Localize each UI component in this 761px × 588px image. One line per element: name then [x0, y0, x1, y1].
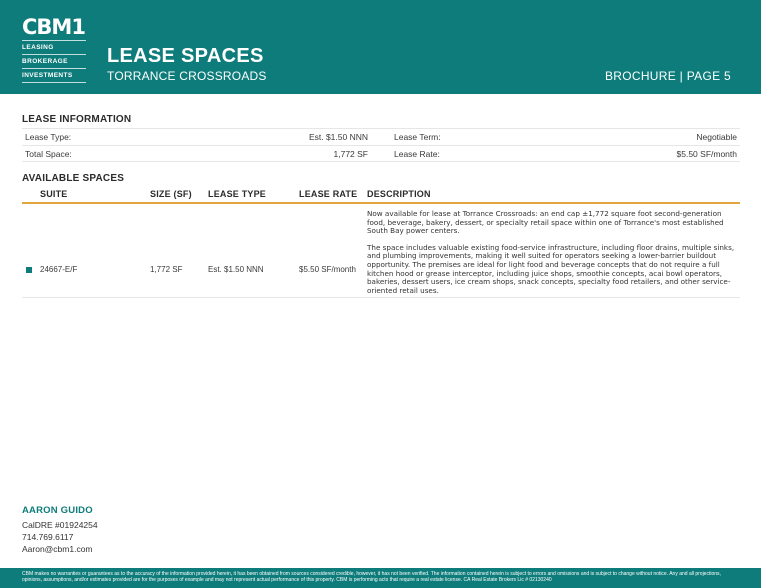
logo-word-leasing: LEASING	[22, 44, 54, 51]
column-suite: SUITE	[40, 189, 68, 199]
lease-rate-cell: $5.50 SF/month	[299, 265, 356, 274]
logo-divider	[22, 82, 86, 83]
lease-rate-label: Lease Rate:	[394, 148, 440, 159]
lease-rate-cell	[391, 146, 740, 161]
logo-divider	[22, 40, 86, 41]
agent-phone[interactable]: 714.769.6117	[22, 532, 74, 542]
header-banner	[0, 0, 761, 94]
logo-mark: CBM1	[22, 15, 85, 39]
logo-divider	[22, 68, 86, 69]
lease-rate-value: $5.50 SF/month	[676, 148, 737, 159]
size-cell: 1,772 SF	[150, 265, 183, 274]
agent-contact	[22, 505, 98, 555]
column-lease-type: LEASE TYPE	[208, 189, 267, 199]
spaces-table	[22, 186, 740, 298]
lease-info-heading: LEASE INFORMATION	[22, 114, 132, 125]
column-lease-rate: LEASE RATE	[299, 189, 358, 199]
description-cell	[367, 210, 737, 295]
available-spaces-heading: AVAILABLE SPACES	[22, 173, 125, 184]
lease-term-value: Negotiable	[696, 132, 737, 142]
footer-disclaimer: CBM makes no warranties or guarantees as to the accuracy of the information provided herein, it has been obtained from sources considered credible, however, it has not been verified. The information contained herein is subject to errors and omissions and is subject to change without notice. Any and all projections, opinions, assumptions, and/or estimates provided are for the purposes of example and may not represent actual performance of this property. CBM is performing acts that require a real estate license. CA Real Estate Brokers Lic # 02130240	[22, 571, 721, 583]
property-name: TORRANCE CROSSROADS	[107, 69, 267, 83]
company-logo	[22, 16, 86, 83]
lease-info-row	[22, 145, 740, 162]
lease-type-value: Est. $1.50 NNN	[308, 132, 368, 142]
footer-bar	[0, 568, 761, 588]
total-space-value: 1,772 SF	[333, 148, 368, 159]
lease-term-cell	[391, 129, 740, 145]
description-paragraph: The space includes valuable existing food-service infrastructure, including floor drains, multiple sinks, and plumbing improvements, making it well suited for operators seeking a lower-barrier buildout opportunity. The premises are ideal for light food and beverage concepts that do not require a full kitchen hood or grease interceptor, including juice shops, smoothie concepts, acai bowl operators, bakeries, dessert users, ice cream shops, snack concepts, specialty food retailers, and other service-oriented retail uses.	[367, 242, 735, 295]
lease-type-label: Lease Type:	[25, 132, 72, 142]
lease-term-label: Lease Term:	[394, 132, 441, 142]
lease-type-cell	[22, 129, 371, 145]
table-header	[22, 186, 740, 204]
table-row	[22, 204, 740, 298]
total-space-label: Total Space:	[25, 148, 72, 159]
agent-name: AARON GUIDO	[22, 505, 93, 516]
lease-type-cell: Est. $1.50 NNN	[208, 265, 264, 274]
logo-divider	[22, 54, 86, 55]
agent-license: CalDRE #01924254	[22, 520, 98, 530]
page-title: LEASE SPACES	[107, 45, 264, 67]
suite-marker-icon	[26, 267, 32, 273]
logo-word-investments: INVESTMENTS	[22, 72, 73, 79]
column-description: DESCRIPTION	[367, 189, 431, 199]
suite-cell: 24667-E/F	[40, 265, 78, 274]
lease-info-grid	[22, 128, 740, 162]
column-size: SIZE (SF)	[150, 189, 192, 199]
lease-info-row	[22, 128, 740, 145]
page-label: BROCHURE | PAGE 5	[604, 69, 731, 83]
agent-email[interactable]: Aaron@cbm1.com	[22, 544, 93, 554]
logo-word-brokerage: BROKERAGE	[22, 58, 68, 65]
description-paragraph: Now available for lease at Torrance Crossroads: an end cap ±1,772 square foot second-generation food, beverage, bakery, dessert, or specialty retail space within one of Torrance's most established South Bay power centers.	[367, 209, 724, 236]
total-space-cell	[22, 146, 371, 161]
